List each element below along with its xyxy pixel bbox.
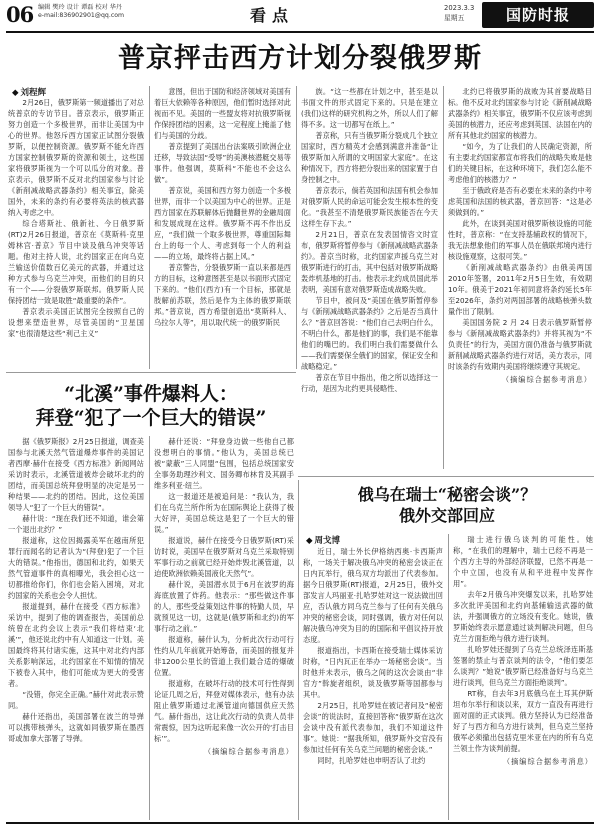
main-headline: 普京抨击西方计划分裂俄罗斯 — [118, 43, 482, 74]
staff-email: e-mail:836902901@qq.com — [38, 12, 125, 19]
article3-column-1: 近日，瑞士外长伊格纳西奥·卡西斯声称，一场关于解决俄乌冲突的秘密会谈正在日内瓦举行，俄乌双方均派出了代表参加。据今日俄罗斯(RT)报道，2月25日，俄外交部发言人玛丽亚·扎哈罗娃对这一说法做出回应，否认俄方同乌克兰参与了任何有关俄乌冲突的秘密会谈，同时强调，俄方对任何以解决俄乌冲突为目的的国际和平倡议持开放态度。 报道指出，卡西斯在接受瑞士媒体采访时称，“日内瓦正在举办一场秘密会谈”。当时他并未表示，俄乌之间的这次会谈由“非官方”斡旋者组织，谈及俄罗斯等国都参与其中。 2月25日，扎哈罗娃在被记者问及“秘密会谈”的说法时，直接回答称“俄罗斯在这次会谈中没有派代表参加，我们不知道这件事”。她说：“据我所知，俄罗斯外交官没有参加过任何有关乌克兰问题的秘密会谈。” 同时，扎哈罗娃也申明否认了北约 — [303, 547, 443, 765]
column-divider — [149, 436, 150, 820]
staff-info — [38, 4, 124, 20]
article3-source: （摘编综合据参考消息） — [502, 757, 593, 766]
article2-column-2: 赫什还说：“拜登身边做一些他自己都没想明白的事情。”他认为，美国总统已被“蒙蔽”三人同盟“包围，包括总统国家安全事务助理沙利文、国务卿布林肯及其副手维多利亚·纽兰。 这一报道还是被追问是：“我认为，我们在乌克兰所作所为在国际舆论上获得了极大好评，美国总统这是犯了一个巨大的错误。” 报道说，赫什在接受今日俄罗斯(RT)采访时说，美国早在俄罗斯对乌克兰采取特别军事行动之前就已经开始炸毁北溪管道，以迫使欧洲依赖美国液化天然气”。 赫什说，美国潜水员于6月在波罗的海海底放置了炸药。他表示：“那些做这件事的人，那些受益策划这件事的特勤人员，早就预见这一切，这就是(俄罗斯和北约)的军事行动之前。” 报道称，赫什认为，分析此次行动可行性约从几年前就开始筹备，而美国的报复并非1200公里长的管道上我们最合适的爆破位置。 报道称，在破坏行动的技术可行性得到论证几周之后，拜登对媒体表示，他有办法阻止俄罗斯通过北溪管道向德国供应天然气。赫什指出，这让此次行动的负责人员非常震惊，因为这听起来像一次公开的‘打击目标’”。 （摘编综合据参考消息） — [154, 437, 294, 756]
column-divider — [448, 534, 449, 820]
column-divider — [296, 86, 297, 369]
article1-column-1: 2月26日，俄罗斯第一频道播出了对总统普京的专访节目。普京表示，俄罗斯正努力创造一个多极世界，而非让美国为中心的世界。他怒斥西方国家正试图分裂俄罗斯，以便控制资源。俄罗斯不能允许西方国家控制俄罗斯的资源和领土，这些国家将俄罗斯视为一个可以瓜分的对象。普京表示，俄罗斯不反对北约国家参与讨论《新削减战略武器条约》相关事宜，除美国外，未来的条约有必要将英法的核武器纳入考虑之中。 综合塔斯社、俄新社、今日俄罗斯(RT)2月26日报道，普京在《莫斯科·克里姆林宫·普京》节目中谈及俄乌冲突等话题。他对主持人说，北约国家正在向乌克兰输送价值数百亿美元的武器，并通过这种方式参与乌克兰冲突，而他们的目的只有一个——分裂俄罗斯联邦。俄罗斯人民保持团结一致是取胜“最重要的条件”。 普京表示美国正试图完全按照自己的设想来塑造世界，尽管美国的“卫星国家”也很清楚这些“利己主义” — [8, 98, 144, 338]
masthead-rule — [6, 31, 594, 33]
column-divider — [443, 86, 444, 469]
article2-headline — [10, 382, 292, 430]
article3-headline-line2: 俄外交部回应 — [398, 506, 495, 525]
issue-date — [444, 3, 474, 23]
page-number: 06 — [6, 2, 34, 27]
masthead — [0, 0, 600, 30]
newspaper-logo: 国防时报 — [482, 2, 594, 28]
article2-column-1: 据《俄罗斯报》2月25日报道，调查美国参与北溪天然气管道爆炸事件的美国记者西摩·赫什在接受《西方标准》新闻网站采访时表示，北溪管道被炸会破坏北约的团结，而美国总统拜登明显的决定是另一种结果——北约的团结。因此，这位美国领导人“犯了一个巨大的错误”。 赫什说：“现在我们还不知道，谁会第一个退出北约？” 报道称，这位因揭露美军在越南所犯罪行而闻名的记者认为“(拜登)犯了一个巨大的错误。”他指出，德国和北约，如果天然气管道事件的真相曝光，我会担心这一切都推给你们，你们也会陷入困境，对北约国家的关系也会令人担忧。 报道提到，赫什在接受《西方标准》采访中，提到了他的调查报告，美国前总统曾在北约会议上表示“我们将结束‘北溪’”，他还说北约中有人知道这一计划。美国最终将其付诸实施，这其中对北约内部关系影响深远，北约国家在不知情的情况下被卷入其中，他们可能成为更大的受害者。 “没错，你完全正确。”赫什对此表示赞同。 赫什还指出，美国部署在波兰的导弹可以携带核弹头，这就如同俄罗斯在墨西哥或加拿大部署了导弹。 — [8, 437, 144, 743]
article1-column-2: 意图，但出于国防和经济领域对美国有着巨大依赖等各种原因，他们暂时选择对此视而不见。美国的一些盟友将对抗俄罗斯视作保持团结的因素，这一定程度上掩盖了他们与美国的分歧。 普京提到了美国出台法案吸引欧洲企业迁移，导致法国“受辱”的美澳核潜艇交易等事件。他强调，莫斯科“不能也不会这么做”。 普京说，美国和西方努力创造一个多极世界，而非一个以美国为中心的世界。正是西方国家在苏联解体后抛翻世界的金融局面和发展成现在这样。俄罗斯不再不作出反应，“我们做一个取多极世界，尊重国际舞台上的每一个人、考虑到每一个人的利益——的立场，最终将占据上风。” 普京警告，分裂俄罗斯一直以来都是西方的目标，这种意图甚至是以书面形式固定下来的。“他们(西方)有一个目标，那就是肢解前苏联，然后是作为主体的俄罗斯联邦。”普京说，西方希望创造出“莫斯科人、乌拉尔人等”，用以取代统一的俄罗斯民 — [154, 87, 291, 327]
article2-headline-line1: “北溪”事件爆料人： — [64, 383, 238, 405]
article3-headline — [300, 484, 594, 526]
article3-column-2: 瑞士进行俄乌谈判的可能性。她称，“在我们的理解中，瑞士已经不再是一个西方主导的外部经济联盟，已然不再是一个中立国，也没有从和平进程中发挥作用”。 去年2月俄乌冲突爆发以来，扎哈罗娃多次批评美国和北约向基辅输送武器的做法，并强调俄方的立场没有变化。她说，俄罗斯始终表示愿意通过谈判解决问题，但乌克兰方面拒绝与俄方进行谈判。 扎哈罗娃还提到了乌克兰总统泽连斯基签署的禁止与普京谈判的法令，“他们要怎么谈判？”她说“俄罗斯已经准备好与乌克兰进行谈判，但乌克兰方面拒绝谈判”。 RT称，自去年3月底俄乌在土耳其伊斯坦布尔举行和谈以来，双方一直没有再进行面对面的正式谈判。俄方坚持认为已经准备好了与西方和乌方进行谈判，但乌克兰坚持俄军必须撤出包括克里米亚在内的所有乌克兰领土作为谈判前提。 （摘编综合据参考消息） — [453, 535, 593, 766]
column-divider — [298, 480, 299, 820]
section-tag: 看点 — [250, 6, 295, 25]
triangle-icon: ◆ — [306, 536, 313, 546]
article1-source: （摘编综合据参考消息） — [501, 375, 592, 384]
article1-column-4: 北约已将俄罗斯的战败为其首要战略目标。他不反对北约国家参与讨论《新削减战略武器条约》相关事宜，俄罗斯不仅应该考虑到美国的核潜力，还应考虑到英国、法国在内的所有其他北约国家的核潜力。 “如今，为了让我们的人民确定资源，所有主要北约国家都宣布将我们的战略失败是他们的关键目标，在这种环境下，我们怎么能不考虑他们的核潜力？” 至于俄政府是否有必要在未来的条约中考虑英国和法国的核武器，普京回答：“这是必须做到的。” 此外，在谈到美国对俄罗斯核设施的可能性时，普京称：“在支持基辅政权的情况下，我无法想象他们的军事人员在俄联邦境内进行核设施观察，这很可笑。” 《新削减战略武器条约》由俄美两国2010年签署，2011年2月5日生效，有效期10年。俄美于2021年初同意将条约延长5年至2026年，条约对两国部署的战略核弹头数量作出了限制。 美国国务院 2 月 24 日表示俄罗斯暂停参与《新削减战略武器条约》并将其视为“不负责任”的行为，美国方面仍准备与俄罗斯就新削减战略武器条约进行对话，美方表示，同时该条约有效期内美国将继续遵守其规定。 （摘编综合据参考消息） — [448, 87, 592, 384]
article1-byline: ◆ 刘程辉 — [12, 88, 47, 98]
article1-column-3: 族。“这一些都在计划之中，甚至是以书面文件的形式固定下来的。只是在建立(我们)这样的研究机构之外，所以人们了解得不多。这一切都写在纸上。” 普京称，只有当俄罗斯分裂成几个独立国家时，西方精英才会感到满意并准备“让俄罗斯加入所谓的文明国家大家庭”。在这种情况下，西方将把分裂出来的国家置于自身控制之中。 普京表示，倘若英国和法国有机会参加对俄罗斯人民的命运可能会发生根本性的变化。“我甚至不清楚俄罗斯民族能否在今天这样生存下去。” 2月21日，普京在发表国情咨文时宣布，俄罗斯将暂停参与《新削减战略武器条约》。普京当时称，北约国家声援乌克兰对俄罗斯进行的打击，其中包括对俄罗斯战略轰炸机基地的打击。他表示北约成员国此举表明，美国有意对俄罗斯造成战略失败。 节目中，被问及“美国在俄罗斯暂停参与《新削减战略武器条约》之后是否当真什么？”普京回答说：“他们自己去明白什么，不明白什么，都是他们的事，我们是不能靠他们的嘴巴的。我们明白我们需要做什么——我们需要保全俄们的国家，保证安全和战略稳定。” 普京在节目中指出，他之所以选择这一行动，是因为北约更具侵略性、 — [301, 87, 438, 393]
staff-editors: 编辑 樊玲 设计 谭磊 校对 华丹 — [38, 4, 123, 11]
triangle-icon: ◆ — [12, 88, 19, 98]
footer-rule — [6, 822, 594, 824]
article3-byline: ◆ 周戈博 — [306, 536, 341, 546]
column-divider — [149, 86, 150, 369]
article3-headline-line1: 俄乌在瑞士“秘密会谈”？ — [357, 485, 537, 504]
section-divider — [6, 372, 296, 373]
article2-headline-line2: 拜登“犯了一个巨大的错误” — [35, 407, 267, 429]
article2-source: （摘编综合据参考消息） — [203, 747, 294, 756]
weekday: 星期五 — [444, 14, 465, 22]
section-divider — [298, 476, 594, 477]
date: 2023.3.3 — [444, 4, 475, 12]
